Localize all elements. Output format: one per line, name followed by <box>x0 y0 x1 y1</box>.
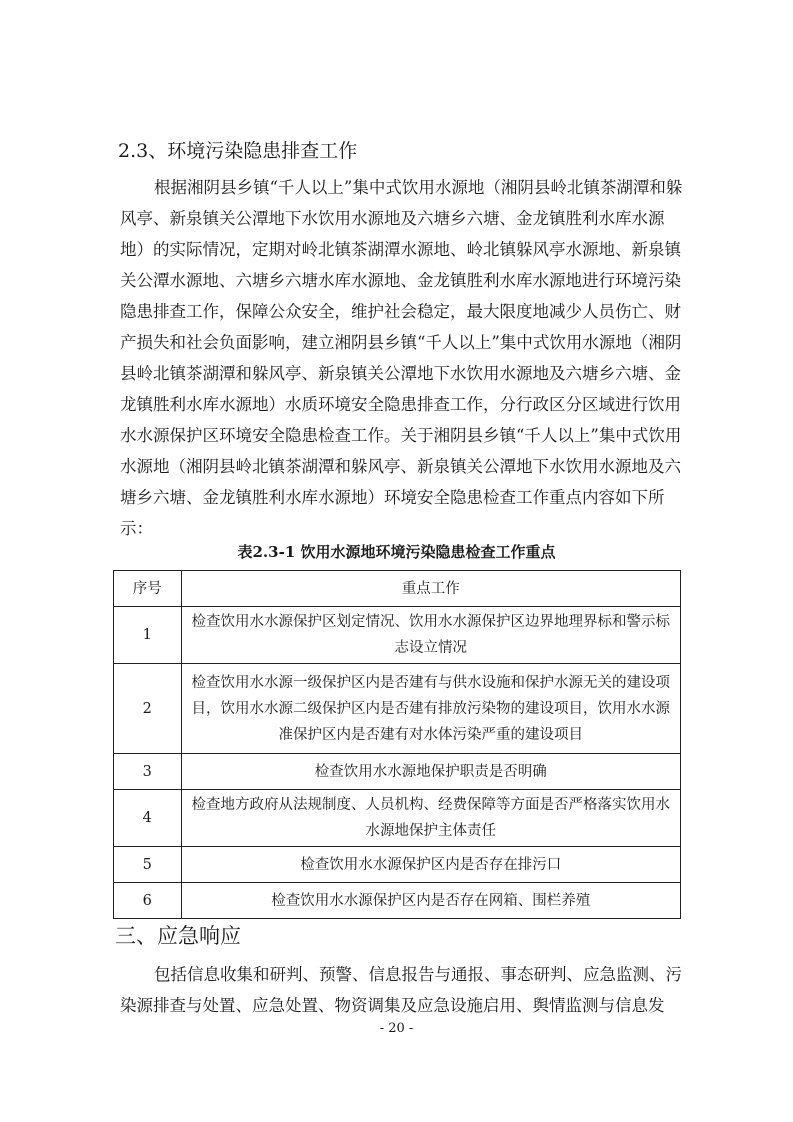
cell-line: 水源地保护主体责任 <box>365 823 496 839</box>
row-number: 6 <box>114 883 182 919</box>
row-number: 1 <box>114 607 182 664</box>
cell-line: 检查饮用水水源保护区内是否存在网箱、围栏养殖 <box>271 892 591 909</box>
cell-line: 检查饮用水水源保护区内是否存在排污口 <box>300 856 562 873</box>
row-content <box>181 883 681 919</box>
page-number: - 20 - <box>379 1021 414 1036</box>
cell-line: 检查饮用水水源保护区划定情况、饮用水水源保护区边界地理界标和警示标 <box>191 614 670 630</box>
table-row <box>114 664 681 754</box>
paragraph-line: 包括信息收集和研判、预警、信息报告与通报、事态研判、应急监测、污 <box>154 965 682 984</box>
paragraph-line: 产损失和社会负面影响，建立湘阴县乡镇“千人以上”集中式饮用水源地（湘阴 <box>120 333 682 352</box>
row-content <box>181 607 681 664</box>
paragraph-line: 示： <box>120 519 153 538</box>
cell-line: 准保护区内是否建有对水体污染严重的建设项目 <box>278 726 583 743</box>
table-header-row <box>114 571 681 607</box>
paragraph-emergency <box>120 959 680 1021</box>
cell-line: 志设立情况 <box>394 640 467 656</box>
cell-line: 检查饮用水水源一级保护区内是否建有与供水设施和保护水源无关的建设项 <box>191 674 670 691</box>
row-content <box>181 790 681 847</box>
paragraph-intro <box>120 172 683 544</box>
paragraph-line: 水水源保护区环境安全隐患检查工作。关于湘阴县乡镇“千人以上”集中式饮用 <box>120 426 682 445</box>
cell-line: 目，饮用水水源二级保护区内是否建有排放污染物的建设项目，饮用水水源 <box>191 700 670 717</box>
paragraph-line: 隐患排查工作，保障公众安全，维护社会稳定，最大限度地减少人员伤亡、财 <box>120 302 681 321</box>
table-row <box>114 847 681 883</box>
row-number: 2 <box>114 664 182 754</box>
table-row <box>114 607 681 664</box>
paragraph-line: 地）的实际情况，定期对岭北镇茶湖潭水源地、岭北镇躲风亭水源地、新泉镇 <box>120 240 681 259</box>
paragraph-line: 关公潭水源地、六塘乡六塘水库水源地、金龙镇胜利水库水源地进行环境污染 <box>120 271 681 290</box>
paragraph-line: 根据湘阴县乡镇“千人以上”集中式饮用水源地（湘阴县岭北镇茶湖潭和躲 <box>154 178 683 197</box>
table-row <box>114 883 681 919</box>
header-work: 重点工作 <box>181 571 681 607</box>
paragraph-line: 塘乡六塘、金龙镇胜利水库水源地）环境安全隐患检查工作重点内容如下所 <box>120 488 665 507</box>
row-number: 5 <box>114 847 182 883</box>
row-content <box>181 847 681 883</box>
row-number: 3 <box>114 754 182 790</box>
section-heading: 2.3、环境污染隐患排查工作 <box>118 140 358 162</box>
cell-line: 检查地方政府从法规制度、人员机构、经费保障等方面是否严格落实饮用水 <box>191 797 670 813</box>
header-no: 序号 <box>114 571 182 607</box>
cell-line: 检查饮用水水源地保护职责是否明确 <box>314 763 547 780</box>
chapter-heading: 三、应急响应 <box>115 924 241 948</box>
paragraph-line: 染源排查与处置、应急处置、物资调集及应急设施启用、舆情监测与信息发 <box>120 996 665 1015</box>
table-row <box>114 754 681 790</box>
paragraph-line: 水源地（湘阴县岭北镇茶湖潭和躲风亭、新泉镇关公潭地下水饮用水源地及六 <box>120 457 681 476</box>
table-row <box>114 790 681 847</box>
paragraph-line: 风亭、新泉镇关公潭地下水饮用水源地及六塘乡六塘、金龙镇胜利水库水源 <box>120 209 665 228</box>
table-caption: 表2.3-1 饮用水源地环境污染隐患检查工作重点 <box>237 543 556 561</box>
inspection-table <box>113 570 681 919</box>
row-content <box>181 754 681 790</box>
row-content <box>181 664 681 754</box>
row-number: 4 <box>114 790 182 847</box>
paragraph-line: 县岭北镇茶湖潭和躲风亭、新泉镇关公潭地下水饮用水源地及六塘乡六塘、金 <box>120 364 681 383</box>
paragraph-line: 龙镇胜利水库水源地）水质环境安全隐患排查工作，分行政区分区域进行饮用 <box>120 395 681 414</box>
